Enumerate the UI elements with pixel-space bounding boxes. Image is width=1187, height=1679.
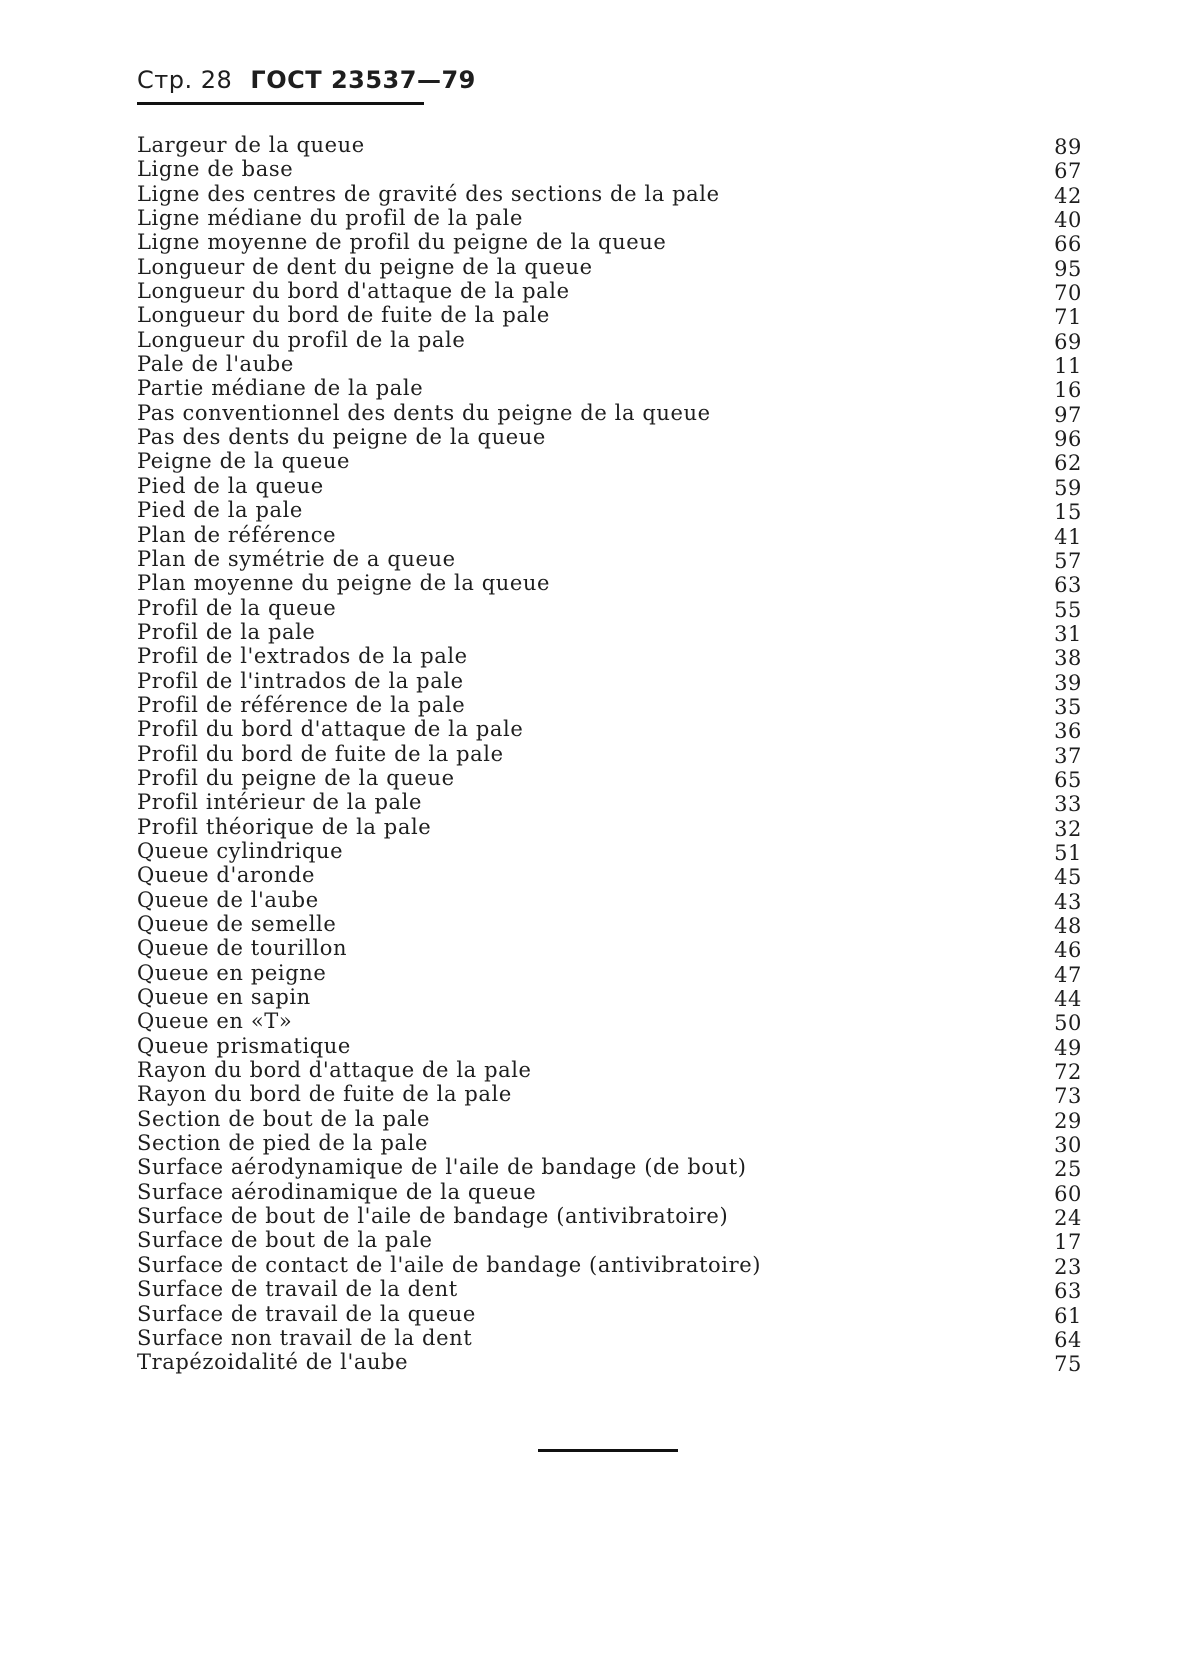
index-entry xyxy=(137,206,1082,233)
index-term-number: 97 xyxy=(1054,402,1082,427)
index-entry xyxy=(137,1277,1082,1304)
index-term-number: 73 xyxy=(1054,1084,1082,1109)
index-entry xyxy=(137,474,1082,498)
index-term-number: 50 xyxy=(1054,1011,1082,1036)
index-entry xyxy=(137,1302,1082,1326)
index-term-number: 29 xyxy=(1054,1108,1082,1133)
index-entry xyxy=(137,1082,1082,1109)
index-term: Profil de la pale xyxy=(137,619,316,644)
index-term-number: 38 xyxy=(1054,646,1082,671)
index-entry xyxy=(137,182,1082,206)
index-term: Rayon du bord d'attaque de la pale xyxy=(137,1058,532,1083)
index-term: Profil intérieur de la pale xyxy=(137,790,422,815)
index-entry xyxy=(137,133,1082,157)
index-term-number: 37 xyxy=(1054,743,1082,768)
header-underline xyxy=(137,102,424,105)
index-term-number: 67 xyxy=(1054,159,1082,184)
index-entry xyxy=(137,1228,1082,1255)
index-entry xyxy=(137,571,1082,598)
index-term: Profil de la queue xyxy=(137,595,337,620)
index-term-number: 61 xyxy=(1054,1303,1082,1328)
index-term: Queue de semelle xyxy=(137,912,337,936)
index-term-number: 40 xyxy=(1054,208,1082,233)
index-term-number: 30 xyxy=(1054,1133,1082,1158)
index-term-number: 71 xyxy=(1054,305,1082,330)
index-term: Plan de référence xyxy=(137,522,337,547)
index-term: Profil du bord de fuite de la pale xyxy=(137,741,504,766)
index-entry xyxy=(137,547,1082,571)
index-term-number: 17 xyxy=(1054,1230,1082,1255)
index-term: Queue de l'aube xyxy=(137,887,319,912)
index-term: Longueur du bord d'attaque de la pale xyxy=(137,279,570,304)
index-term-number: 60 xyxy=(1054,1181,1082,1206)
index-term-number: 72 xyxy=(1054,1060,1082,1085)
index-term-number: 63 xyxy=(1054,1279,1082,1304)
index-term-number: 43 xyxy=(1054,889,1082,914)
index-term-number: 62 xyxy=(1054,451,1082,476)
index-term: Pied de la queue xyxy=(137,473,324,498)
index-term: Largeur de la queue xyxy=(137,133,365,157)
index-term-number: 39 xyxy=(1054,670,1082,695)
index-entry xyxy=(137,888,1082,912)
index-term: Ligne des centres de gravité des sections de la pale xyxy=(137,181,720,206)
index-term-number: 95 xyxy=(1054,256,1082,281)
index-entry xyxy=(137,498,1082,525)
index-term-number: 36 xyxy=(1054,719,1082,744)
index-term: Surface aérodinamique de la queue xyxy=(137,1179,537,1204)
index-term-number: 32 xyxy=(1054,816,1082,841)
index-term: Section de pied de la pale xyxy=(137,1131,428,1156)
index-term: Profil de l'intrados de la pale xyxy=(137,668,464,693)
index-entry xyxy=(137,157,1082,184)
index-term-number: 44 xyxy=(1054,987,1082,1012)
index-term-number: 11 xyxy=(1054,354,1082,379)
index-term-number: 47 xyxy=(1054,962,1082,987)
index-term-number: 55 xyxy=(1054,597,1082,622)
index-term-number: 59 xyxy=(1054,475,1082,500)
index-term-number: 15 xyxy=(1054,500,1082,525)
index-term: Pas des dents du peigne de la queue xyxy=(137,425,546,450)
index-entry xyxy=(137,328,1082,352)
index-term-number: 23 xyxy=(1054,1254,1082,1279)
index-term-number: 16 xyxy=(1054,378,1082,403)
index-term: Queue en «T» xyxy=(137,1009,293,1034)
index-entry xyxy=(137,669,1082,693)
index-term-number: 65 xyxy=(1054,767,1082,792)
index-term: Queue de tourillon xyxy=(137,936,348,961)
index-entry xyxy=(137,985,1082,1012)
index-entry xyxy=(137,255,1082,279)
index-entry xyxy=(137,1155,1082,1182)
page-number: Стр. 28 xyxy=(137,66,233,94)
index-entry xyxy=(137,523,1082,547)
index-term: Pas conventionnel des dents du peigne de la queue xyxy=(137,400,711,425)
standard-code: ГОСТ 23537—79 xyxy=(250,66,476,94)
index-term: Longueur de dent du peigne de la queue xyxy=(137,254,593,279)
index-term-number: 33 xyxy=(1054,792,1082,817)
index-term: Pied de la pale xyxy=(137,498,303,523)
page-header xyxy=(137,66,476,94)
index-term: Queue en peigne xyxy=(137,960,327,985)
end-divider xyxy=(538,1449,678,1452)
index-entry xyxy=(137,863,1082,890)
index-entry xyxy=(137,815,1082,839)
index-term: Pale de l'aube xyxy=(137,352,294,377)
index-entry xyxy=(137,1058,1082,1085)
index-entry xyxy=(137,230,1082,257)
index-term: Plan moyenne du peigne de la queue xyxy=(137,571,551,596)
index-term: Surface non travail de la dent xyxy=(137,1325,473,1350)
index-term: Surface de travail de la queue xyxy=(137,1301,476,1326)
index-term: Ligne de base xyxy=(137,157,294,182)
index-term-number: 24 xyxy=(1054,1206,1082,1231)
alphabetical-index xyxy=(137,133,1082,1375)
index-term: Profil de référence de la pale xyxy=(137,692,466,717)
index-term-number: 57 xyxy=(1054,548,1082,573)
index-entry xyxy=(137,425,1082,452)
index-term: Plan de symétrie de a queue xyxy=(137,546,456,571)
index-entry xyxy=(137,449,1082,476)
index-entry xyxy=(137,790,1082,817)
index-entry xyxy=(137,912,1082,936)
index-term: Profil du bord d'attaque de la pale xyxy=(137,717,524,742)
index-term: Queue cylindrique xyxy=(137,838,344,863)
index-term-number: 75 xyxy=(1054,1352,1082,1377)
index-term-number: 70 xyxy=(1054,281,1082,306)
index-term-number: 49 xyxy=(1054,1035,1082,1060)
index-term-number: 63 xyxy=(1054,573,1082,598)
index-term: Surface de bout de l'aile de bandage (antivibratoire) xyxy=(137,1204,729,1229)
index-term: Profil théorique de la pale xyxy=(137,814,432,839)
index-term: Queue en sapin xyxy=(137,985,311,1010)
index-term-number: 89 xyxy=(1054,135,1082,159)
index-entry xyxy=(137,693,1082,717)
index-entry xyxy=(137,644,1082,671)
index-term: Partie médiane de la pale xyxy=(137,376,424,401)
index-term-number: 69 xyxy=(1054,329,1082,354)
index-entry xyxy=(137,1204,1082,1231)
index-term-number: 51 xyxy=(1054,840,1082,865)
index-entry xyxy=(137,620,1082,644)
index-entry xyxy=(137,742,1082,766)
index-term: Ligne moyenne de profil du peigne de la queue xyxy=(137,230,667,255)
index-term: Section de bout de la pale xyxy=(137,1106,431,1131)
index-entry xyxy=(137,1131,1082,1158)
index-entry xyxy=(137,839,1082,863)
index-term-number: 96 xyxy=(1054,427,1082,452)
index-entry xyxy=(137,401,1082,425)
index-term: Profil de l'extrados de la pale xyxy=(137,644,468,669)
index-entry xyxy=(137,1009,1082,1036)
index-term: Rayon du bord de fuite de la pale xyxy=(137,1082,512,1107)
index-term: Queue d'aronde xyxy=(137,863,316,888)
index-term: Longueur du profil de la pale xyxy=(137,327,466,352)
index-entry xyxy=(137,352,1082,379)
index-term: Profil du peigne de la queue xyxy=(137,765,455,790)
index-term: Surface de travail de la dent xyxy=(137,1277,458,1302)
index-entry xyxy=(137,1034,1082,1058)
index-term-number: 45 xyxy=(1054,865,1082,890)
index-entry xyxy=(137,596,1082,620)
index-term: Surface aérodynamique de l'aile de bandage (de bout) xyxy=(137,1155,747,1180)
index-term: Longueur du bord de fuite de la pale xyxy=(137,303,550,328)
index-entry xyxy=(137,1326,1082,1350)
index-entry xyxy=(137,303,1082,330)
index-term-number: 25 xyxy=(1054,1157,1082,1182)
index-term: Trapézoidalité de l'aube xyxy=(137,1350,409,1375)
index-term-number: 31 xyxy=(1054,621,1082,646)
index-entry xyxy=(137,1107,1082,1131)
index-term: Surface de bout de la pale xyxy=(137,1228,433,1253)
index-term: Queue prismatique xyxy=(137,1033,351,1058)
index-entry xyxy=(137,766,1082,790)
index-entry xyxy=(137,376,1082,403)
index-term-number: 35 xyxy=(1054,694,1082,719)
index-entry xyxy=(137,936,1082,963)
index-entry xyxy=(137,717,1082,744)
index-term-number: 41 xyxy=(1054,524,1082,549)
index-entry xyxy=(137,1180,1082,1204)
index-term: Peigne de la queue xyxy=(137,449,351,474)
index-entry xyxy=(137,1350,1082,1377)
index-term-number: 42 xyxy=(1054,183,1082,208)
index-entry xyxy=(137,279,1082,306)
index-term-number: 48 xyxy=(1054,914,1082,938)
index-entry xyxy=(137,1253,1082,1277)
index-entry xyxy=(137,961,1082,985)
index-term: Ligne médiane du profil de la pale xyxy=(137,206,523,231)
index-term-number: 66 xyxy=(1054,232,1082,257)
index-term-number: 46 xyxy=(1054,938,1082,963)
index-term: Surface de contact de l'aile de bandage (antivibratoire) xyxy=(137,1252,762,1277)
index-term-number: 64 xyxy=(1054,1327,1082,1352)
